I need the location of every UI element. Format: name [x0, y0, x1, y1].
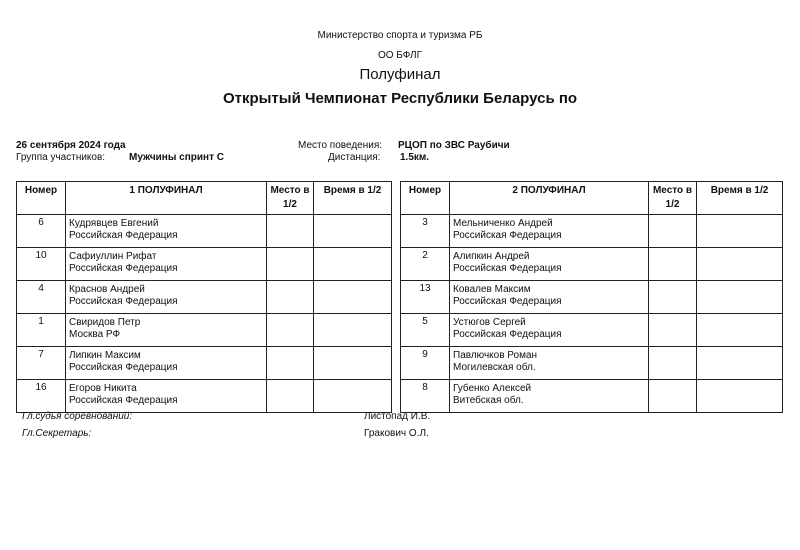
number-header: Номер	[401, 182, 450, 215]
time-cell	[697, 314, 783, 347]
place-cell	[267, 281, 314, 314]
athlete-name: Ковалев Максим	[453, 284, 531, 295]
athlete-region: Российская Федерация	[453, 263, 562, 274]
table-header-row	[401, 182, 783, 215]
table-row	[401, 314, 783, 347]
athlete-region: Российская Федерация	[453, 329, 562, 340]
place-cell	[267, 215, 314, 248]
athlete-number: 5	[401, 314, 450, 347]
athlete-number: 16	[17, 380, 66, 413]
venue-label: Место поведения:	[298, 140, 383, 151]
athlete-name: Липкин Максим	[69, 350, 141, 361]
athlete-region: Могилевская обл.	[453, 362, 536, 373]
place-header: Место в 1/2	[649, 182, 697, 215]
table-row	[17, 347, 392, 380]
athlete-name: Егоров Никита	[69, 383, 137, 394]
time-cell	[314, 314, 392, 347]
athlete-number: 10	[17, 248, 66, 281]
time-cell	[697, 347, 783, 380]
time-cell	[314, 215, 392, 248]
athlete-number: 3	[401, 215, 450, 248]
time-cell	[697, 215, 783, 248]
table-row	[401, 215, 783, 248]
championship-title: Открытый Чемпионат Республики Беларусь по	[222, 90, 578, 107]
athlete-region: Витебская обл.	[453, 395, 524, 406]
time-cell	[314, 380, 392, 413]
athlete-name: Свиридов Петр	[69, 317, 141, 328]
athlete-number: 6	[17, 215, 66, 248]
athlete-region: Российская Федерация	[453, 230, 562, 241]
semifinal-title: 2 ПОЛУФИНАЛ	[450, 182, 649, 215]
event-date: 26 сентября 2024 года	[16, 140, 126, 151]
athlete-name: Сафиуллин Рифат	[69, 251, 157, 262]
judge-label: Гл.судья соревнований:	[22, 411, 133, 422]
place-cell	[649, 248, 697, 281]
distance-label: Дистанция:	[328, 152, 381, 163]
place-cell	[267, 380, 314, 413]
ministry-title: Министерство спорта и туризма РБ	[317, 30, 483, 41]
athlete-region: Российская Федерация	[453, 296, 562, 307]
place-cell	[267, 347, 314, 380]
place-cell	[649, 380, 697, 413]
place-cell	[649, 281, 697, 314]
semifinal-title: 1 ПОЛУФИНАЛ	[66, 182, 267, 215]
secretary-label: Гл.Секретарь:	[22, 428, 92, 439]
semifinal-2-table	[400, 181, 783, 413]
table-header-row	[17, 182, 392, 215]
place-cell	[267, 314, 314, 347]
athlete-number: 1	[17, 314, 66, 347]
time-cell	[314, 347, 392, 380]
athlete-name: Устюгов Сергей	[453, 317, 526, 328]
athlete-name: Павлючков Роман	[453, 350, 538, 361]
athlete-region: Российская Федерация	[69, 263, 178, 274]
judge-name: Листопад И.В.	[364, 411, 431, 422]
stage-title: Полуфинал	[359, 66, 441, 83]
table-row	[17, 281, 392, 314]
table-row	[401, 248, 783, 281]
table-row	[17, 215, 392, 248]
athlete-region: Российская Федерация	[69, 362, 178, 373]
place-cell	[649, 215, 697, 248]
table-row	[401, 347, 783, 380]
table-row	[17, 380, 392, 413]
venue-value: РЦОП по ЗВС Раубичи	[398, 140, 510, 151]
athlete-number: 9	[401, 347, 450, 380]
athlete-region: Российская Федерация	[69, 230, 178, 241]
time-cell	[697, 380, 783, 413]
athlete-name: Алипкин Андрей	[453, 251, 530, 262]
athlete-number: 8	[401, 380, 450, 413]
group-value: Мужчины спринт С	[129, 152, 224, 163]
time-cell	[314, 281, 392, 314]
place-cell	[267, 248, 314, 281]
time-cell	[697, 248, 783, 281]
athlete-region: Российская Федерация	[69, 395, 178, 406]
table-row	[17, 314, 392, 347]
athlete-number: 4	[17, 281, 66, 314]
time-header: Время в 1/2	[697, 182, 783, 215]
table-row	[401, 281, 783, 314]
group-label: Группа участников:	[16, 152, 106, 163]
athlete-number: 7	[17, 347, 66, 380]
athlete-name: Мельниченко Андрей	[453, 218, 553, 229]
table-row	[17, 248, 392, 281]
athlete-number: 13	[401, 281, 450, 314]
place-header: Место в 1/2	[267, 182, 314, 215]
time-cell	[697, 281, 783, 314]
place-cell	[649, 347, 697, 380]
athlete-region: Москва РФ	[69, 329, 121, 340]
secretary-name: Гракович О.Л.	[364, 428, 429, 439]
semifinal-1-table	[16, 181, 392, 413]
athlete-number: 2	[401, 248, 450, 281]
place-cell	[649, 314, 697, 347]
distance-value: 1.5км.	[400, 152, 430, 163]
table-row	[401, 380, 783, 413]
athlete-region: Российская Федерация	[69, 296, 178, 307]
athlete-name: Кудрявцев Евгений	[69, 218, 159, 229]
athlete-name: Краснов Андрей	[69, 284, 145, 295]
organization-title: ОО БФЛГ	[377, 50, 423, 61]
time-header: Время в 1/2	[314, 182, 392, 215]
athlete-name: Губенко Алексей	[453, 383, 532, 394]
number-header: Номер	[17, 182, 66, 215]
time-cell	[314, 248, 392, 281]
